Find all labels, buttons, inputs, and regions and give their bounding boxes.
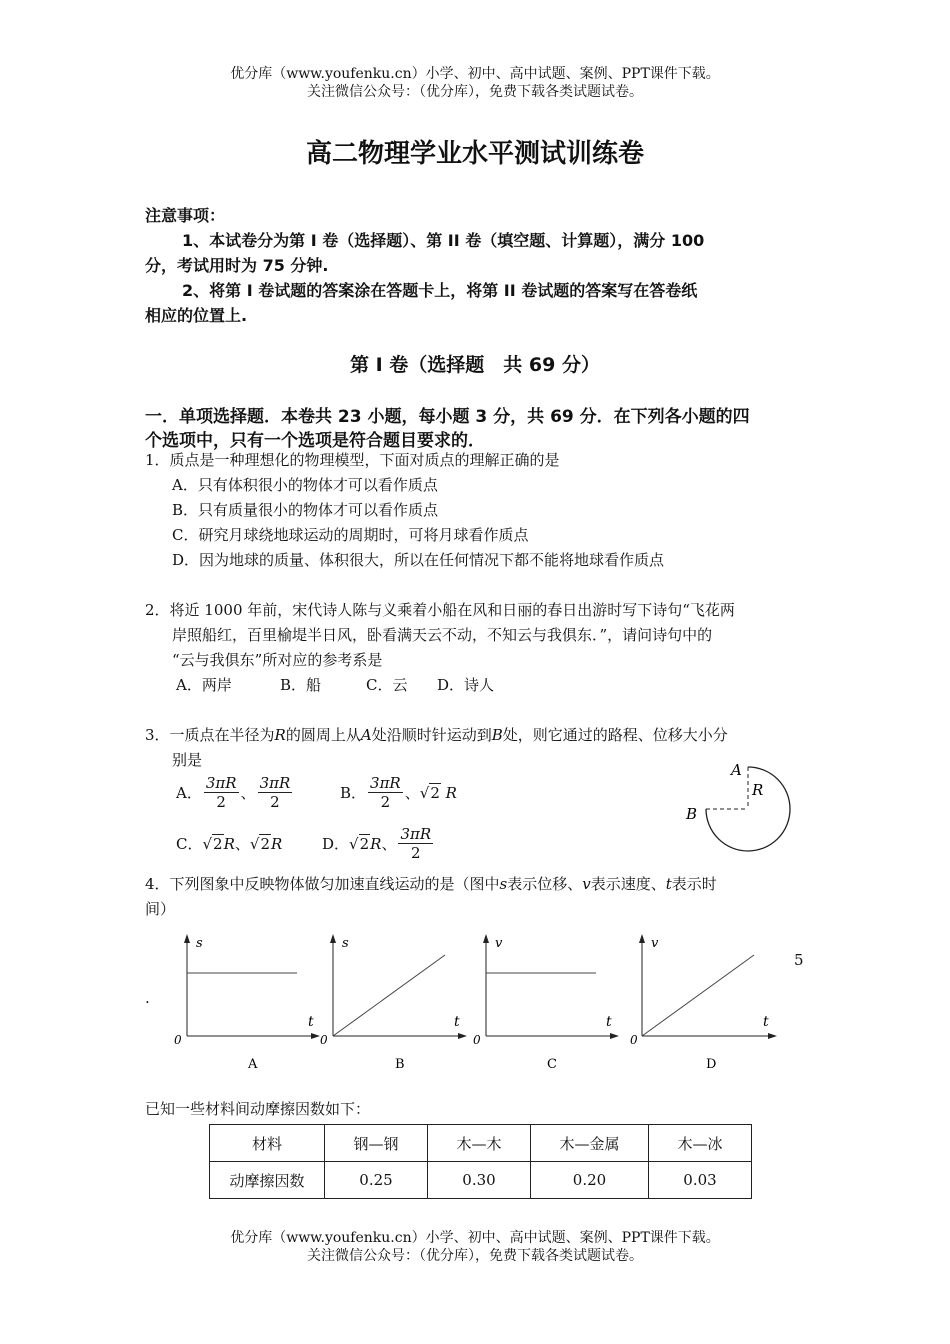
graph-caption: A (248, 1057, 258, 1072)
sqrt-2: √2 (349, 834, 370, 853)
point-b-label: B (686, 805, 698, 823)
y-label: s (342, 936, 349, 951)
q2-option-c: C．云 (366, 676, 408, 694)
radius-label: R (752, 781, 764, 799)
graph-caption: B (395, 1057, 405, 1072)
table-row-label: 动摩擦因数 (210, 1162, 325, 1199)
origin-label: 0 (473, 1033, 481, 1047)
origin-label: 0 (174, 1033, 182, 1047)
x-label: t (454, 1014, 460, 1030)
x-axis-arrow-icon (458, 1033, 467, 1039)
graph-line (642, 955, 754, 1036)
q2-line-1: 2．将近 1000 年前，宋代诗人陈与义乘着小船在风和日丽的春日出游时写下诗句“飞花两 (145, 601, 735, 619)
x-axis-arrow-icon (610, 1033, 619, 1039)
x-label: t (606, 1014, 612, 1030)
q3-stem: 3．一质点在半径为R的圆周上从A处沿顺时针运动到B处，则它通过的路程、位移大小分 (145, 726, 728, 744)
origin-label: 0 (630, 1033, 638, 1047)
q3-option-d: D． √2 R 、 $\frac{3\pi R}{2}$ (322, 825, 432, 862)
q4-graphs (170, 930, 790, 1075)
table-header-cell: 木—冰 (649, 1125, 752, 1162)
q3-line-2: 别是 (172, 751, 203, 769)
x-axis-arrow-icon (311, 1033, 320, 1039)
graph-d (630, 934, 777, 1072)
stray-dot: . (145, 989, 150, 1007)
notes-item2-b: 相应的位置上. (145, 306, 248, 325)
notes-heading: 注意事项： (145, 206, 226, 225)
header-line-1: 优分库（www.youfenku.cn）小学、初中、高中试题、案例、PPT课件下载。 (230, 66, 720, 82)
graph-caption: D (706, 1057, 717, 1072)
q2-line-3: “云与我俱东”所对应的参考系是 (172, 651, 383, 669)
sqrt-2: √2 (202, 835, 223, 853)
notes-item1-a: 1、本试卷分为第 I 卷（选择题）、第 II 卷（填空题、计算题），满分 100 (182, 231, 705, 250)
graph-b (320, 934, 467, 1072)
table-row (210, 1162, 752, 1199)
fraction-3piR-over-2: $\frac{3\pi R}{2}$ (205, 774, 237, 811)
graph-a (174, 934, 320, 1072)
fraction-3piR-over-2: $\frac{3\pi R}{2}$ (370, 774, 401, 811)
q3-option-a: A． $\frac{3\pi R}{2}$ 、 $\frac{3\pi R}{2}$ (176, 774, 291, 811)
page-title: 高二物理学业水平测试训练卷 (305, 139, 644, 169)
table-header-cell: 木—木 (428, 1125, 531, 1162)
y-label: v (495, 936, 503, 951)
q1-option-a: A．只有体积很小的物体才可以看作质点 (172, 476, 438, 494)
part1-line-2: 个选项中，只有一个选项是符合题目要求的． (145, 431, 485, 451)
q3-circle-figure (680, 755, 810, 865)
notes-item2-a: 2、将第 I 卷试题的答案涂在答题卡上，将第 II 卷试题的答案写在答卷纸 (182, 281, 698, 300)
q3-option-c: C． √2 R 、 √2 R (176, 835, 283, 853)
q3-option-b: B． $\frac{3\pi R}{2}$ 、 √2 R (340, 774, 457, 811)
y-label: v (651, 936, 659, 951)
table-cell: 0.25 (325, 1162, 428, 1199)
table-cell: 0.03 (649, 1162, 752, 1199)
sqrt-2: √2 (249, 835, 271, 853)
table-header-cell: 木—金属 (531, 1125, 649, 1162)
table-header-cell: 材料 (210, 1125, 325, 1162)
q2-line-2: 岸照船红，百里榆堤半日风，卧看满天云不动，不知云与我俱东．”，请问诗句中的 (172, 626, 713, 644)
table-cell: 0.30 (428, 1162, 531, 1199)
q2-option-d: D．诗人 (437, 676, 495, 694)
q1-option-c: C．研究月球绕地球运动的周期时，可将月球看作质点 (172, 526, 529, 544)
footer-line-1: 优分库（www.youfenku.cn）小学、初中、高中试题、案例、PPT课件下载。 (230, 1230, 720, 1246)
fraction-3piR-over-2: $\frac{3\pi R}{2}$ (400, 825, 432, 862)
part1-line-1: 一．单项选择题．本卷共 23 小题，每小题 3 分，共 69 分．在下列各小题的四 (145, 407, 750, 427)
q4-line-2: 间） (145, 900, 176, 918)
x-label: t (763, 1014, 769, 1030)
graph-line (333, 955, 445, 1036)
y-label: s (196, 936, 203, 951)
q1-stem: 1．质点是一种理想化的物理模型，下面对质点的理解正确的是 (145, 451, 560, 469)
table-header-cell: 钢—钢 (325, 1125, 428, 1162)
point-a-label: A (731, 761, 742, 779)
q2-option-b: B．船 (280, 676, 322, 694)
graph-caption: C (547, 1057, 557, 1072)
q1-option-d: D．因为地球的质量、体积很大，所以在任何情况下都不能将地球看作质点 (172, 551, 665, 569)
friction-table (209, 1124, 752, 1199)
origin-label: 0 (320, 1033, 328, 1047)
friction-intro: 已知一些材料间动摩擦因数如下： (145, 1100, 371, 1118)
table-cell: 0.20 (531, 1162, 649, 1199)
section-title: 第 I 卷（选择题 共 69 分） (350, 354, 600, 376)
y-axis-arrow-icon (483, 934, 489, 943)
notes-item1-b: 分，考试用时为 75 分钟. (145, 256, 329, 275)
graph-c (473, 934, 619, 1072)
q2-option-a: A．两岸 (176, 676, 232, 694)
fraction-3piR-over-2: $\frac{3\pi R}{2}$ (259, 774, 291, 811)
footer-line-2: 关注微信公众号：（优分库），免费下载各类试题试卷。 (307, 1248, 643, 1264)
x-axis-arrow-icon (768, 1033, 777, 1039)
y-axis-arrow-icon (184, 934, 190, 943)
q1-option-b: B．只有质量很小的物体才可以看作质点 (172, 501, 439, 519)
q4-stem: 4．下列图象中反映物体做匀加速直线运动的是（图中s表示位移、v表示速度、t表示时 (145, 875, 717, 893)
y-axis-arrow-icon (639, 934, 645, 943)
sqrt-2: √2 (419, 783, 440, 802)
y-axis-arrow-icon (330, 934, 336, 943)
header-line-2: 关注微信公众号：（优分库），免费下载各类试题试卷。 (307, 84, 643, 100)
stray-number: 5 (794, 951, 804, 969)
x-label: t (308, 1014, 314, 1030)
table-header-row (210, 1125, 752, 1162)
